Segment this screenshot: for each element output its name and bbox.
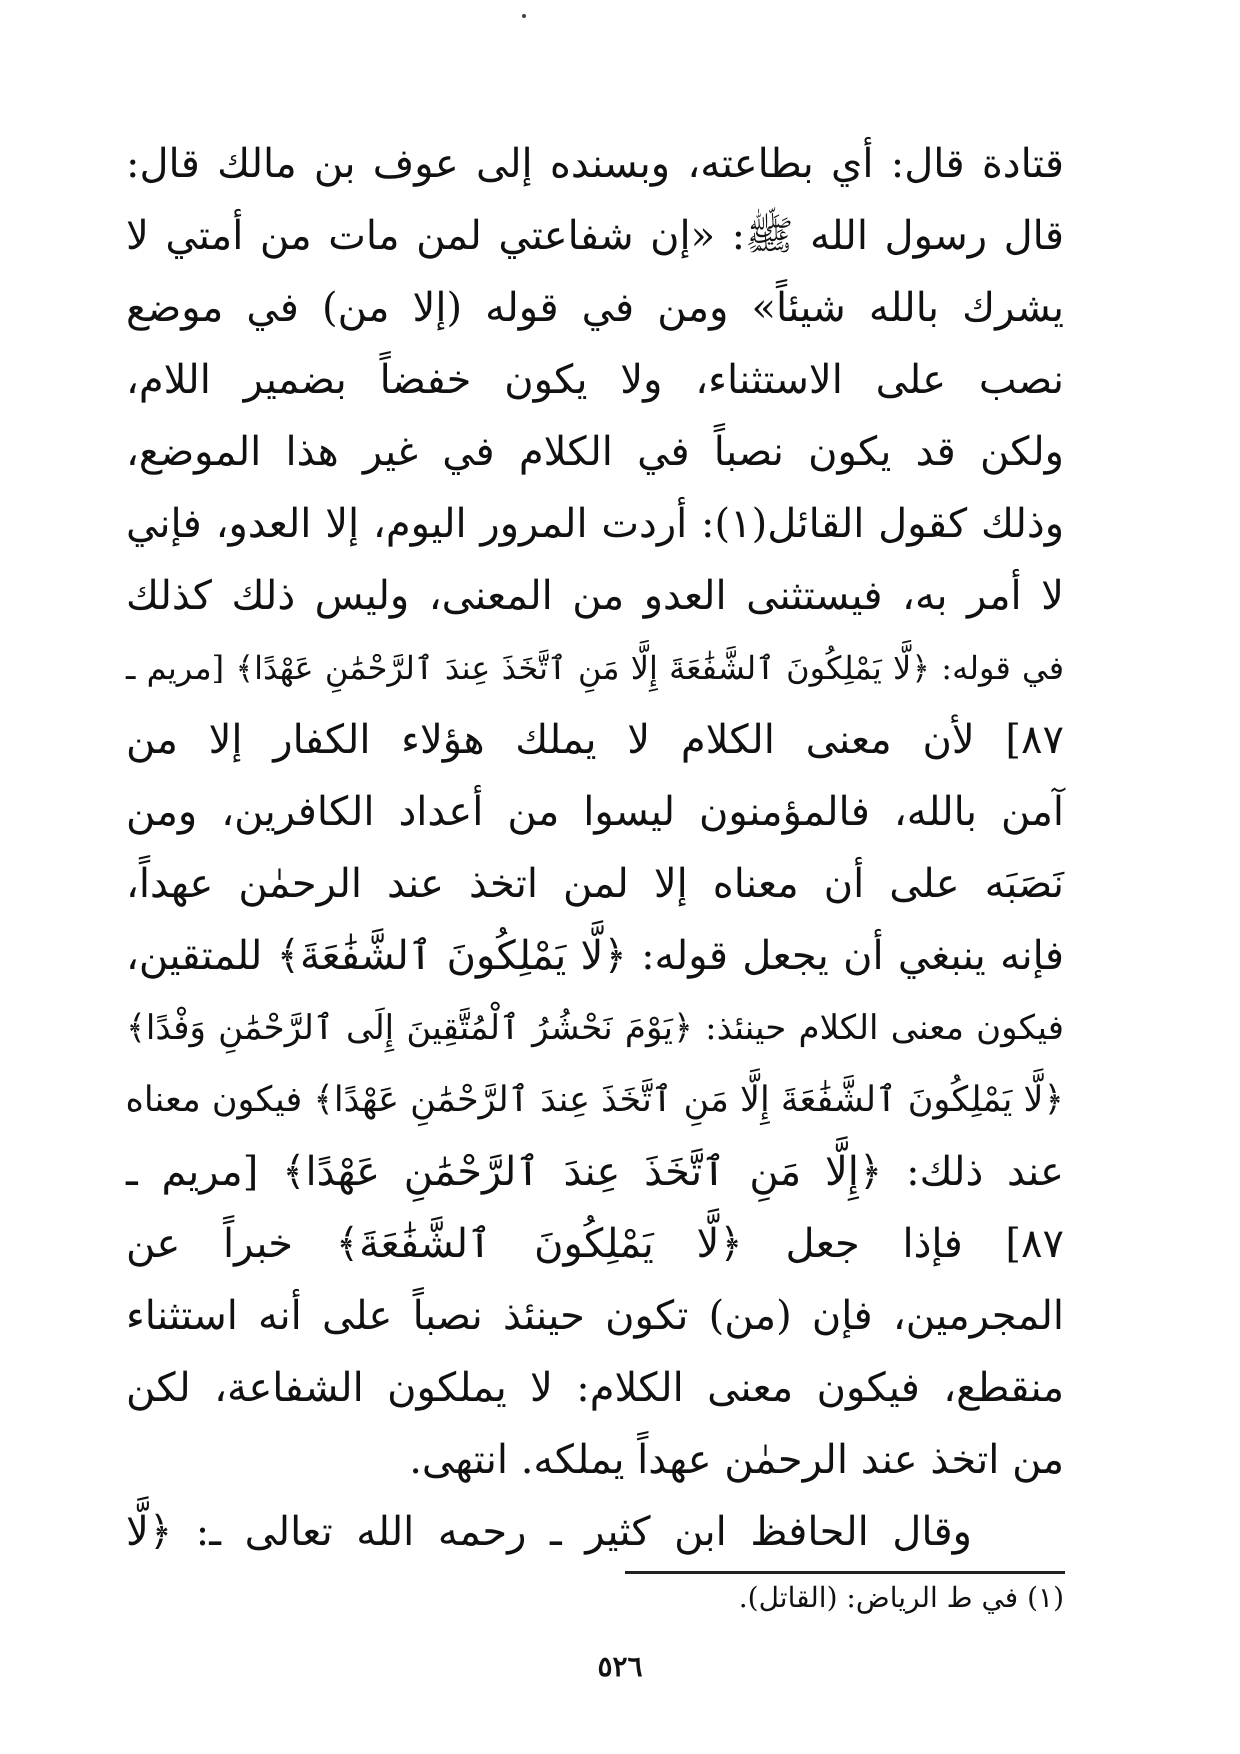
text-line: ﴿لَّا يَمْلِكُونَ ٱلشَّفَٰعَةَ إِلَّا مَنِ ٱتَّخَذَ عِندَ ٱلرَّحْمَٰنِ عَهْدًا﴾ فيكون معناه	[125, 1080, 1064, 1120]
text-line: قال رسول الله ﷺ: «إن شفاعتي لمن مات من أمتي لا	[126, 213, 1064, 259]
text-line: ٨٧] لأن معنى الكلام لا يملك هؤلاء الكفار إلا من	[126, 717, 1064, 763]
text-line: يشرك بالله شيئاً» ومن في قوله (إلا من) في موضع	[126, 285, 1064, 331]
text-line: في قوله: ﴿لَّا يَمْلِكُونَ ٱلشَّفَٰعَةَ إِلَّا مَنِ ٱتَّخَذَ عِندَ ٱلرَّحْمَٰنِ عَهْدًا﴾ [مريم ـ	[126, 649, 1064, 687]
text-line: قتادة قال: أي بطاعته، وبسنده إلى عوف بن مالك قال:	[126, 141, 1064, 187]
main-text	[126, 128, 1064, 1568]
text-line: فيكون معنى الكلام حينئذ: ﴿يَوْمَ نَحْشُرُ ٱلْمُتَّقِينَ إِلَى ٱلرَّحْمَٰنِ وَفْدًا﴾	[126, 1008, 1064, 1048]
text-line: ولكن قد يكون نصباً في الكلام في غير هذا الموضع،	[126, 429, 1064, 475]
text-line: من اتخذ عند الرحمٰن عهداً يملكه. انتهى.	[409, 1437, 1064, 1483]
text-line: لا أمر به، فيستثنى العدو من المعنى، وليس ذلك كذلك	[126, 573, 1064, 619]
text-line: منقطع، فيكون معنى الكلام: لا يملكون الشفاعة، لكن	[126, 1365, 1064, 1411]
text-line: وذلك كقول القائل(١): أردت المرور اليوم، إلا العدو، فإني	[126, 501, 1065, 547]
text-line: نَصَبَه على أن معناه إلا لمن اتخذ عند الرحمٰن عهداً،	[126, 861, 1064, 907]
footnote-separator	[625, 1571, 1065, 1574]
page-number: ٥٢٦	[597, 1650, 643, 1683]
text-line: فإنه ينبغي أن يجعل قوله: ﴿لَّا يَمْلِكُونَ ٱلشَّفَٰعَةَ﴾ للمتقين،	[126, 933, 1064, 979]
footnote: (١) في ط الرياض: (القاتل).	[738, 1581, 1064, 1614]
text-line: آمن بالله، فالمؤمنون ليسوا من أعداد الكافرين، ومن	[126, 789, 1064, 835]
scan-dot	[522, 14, 526, 18]
text-line: عند ذلك: ﴿إِلَّا مَنِ ٱتَّخَذَ عِندَ ٱلرَّحْمَٰنِ عَهْدًا﴾ [مريم ـ	[126, 1149, 1064, 1195]
text-line: نصب على الاستثناء، ولا يكون خفضاً بضمير اللام،	[126, 357, 1064, 403]
text-line: المجرمين، فإن (من) تكون حينئذ نصباً على أنه استثناء	[126, 1293, 1064, 1339]
text-line: وقال الحافظ ابن كثير ـ رحمه الله تعالى ـ: ﴿لَّا	[126, 1509, 972, 1555]
text-line: ٨٧] فإذا جعل ﴿لَّا يَمْلِكُونَ ٱلشَّفَٰعَةَ﴾ خبراً عن	[126, 1221, 1064, 1267]
